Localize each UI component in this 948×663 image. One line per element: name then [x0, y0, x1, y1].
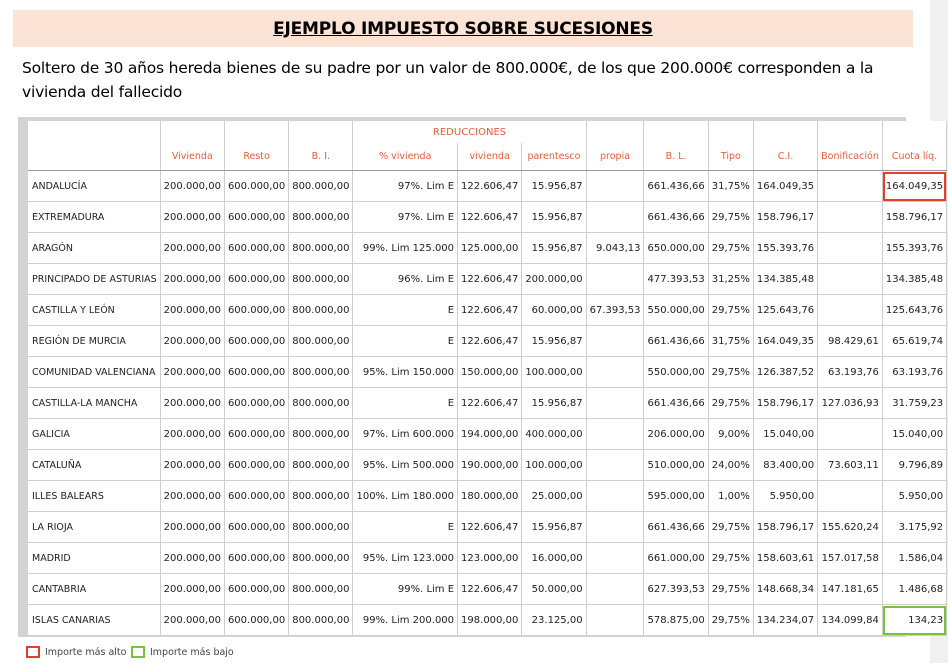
table-cell: 600.000,00 — [224, 605, 288, 636]
table-cell: 157.017,58 — [818, 543, 883, 574]
table-cell: E — [353, 388, 458, 419]
title-banner — [13, 10, 913, 47]
table-cell — [818, 202, 883, 233]
column-header-row — [28, 143, 947, 171]
table-cell: 127.036,93 — [818, 388, 883, 419]
table-cell: 650.000,00 — [644, 233, 708, 264]
table-cell: 200.000,00 — [160, 357, 224, 388]
table-cell: 122.606,47 — [458, 202, 522, 233]
region-name: CANTABRIA — [28, 574, 160, 605]
column-header: B. I. — [289, 143, 353, 171]
table-row — [28, 233, 947, 264]
table-cell: 147.181,65 — [818, 574, 883, 605]
table-cell: 155.393,76 — [753, 233, 817, 264]
table-cell: 200.000,00 — [160, 574, 224, 605]
table-cell: 800.000,00 — [289, 202, 353, 233]
legend-lowest-label: Importe más bajo — [150, 646, 234, 658]
table-cell: 200.000,00 — [160, 326, 224, 357]
table-cell: 134.385,48 — [882, 264, 946, 295]
column-header: Tipo — [708, 143, 753, 171]
table-cell: 800.000,00 — [289, 295, 353, 326]
column-header: Vivienda — [160, 143, 224, 171]
tax-table-panel — [18, 117, 944, 637]
table-cell: 96%. Lim E — [353, 264, 458, 295]
table-cell: 200.000,00 — [522, 264, 586, 295]
table-cell — [586, 574, 644, 605]
region-name: GALICIA — [28, 419, 160, 450]
table-cell — [818, 233, 883, 264]
table-cell: 122.606,47 — [458, 574, 522, 605]
table-row — [28, 512, 947, 543]
table-cell — [586, 264, 644, 295]
table-cell: 600.000,00 — [224, 574, 288, 605]
table-cell — [818, 264, 883, 295]
table-cell — [586, 357, 644, 388]
table-cell: 661.436,66 — [644, 512, 708, 543]
table-cell: 60.000,00 — [522, 295, 586, 326]
table-cell: 600.000,00 — [224, 171, 288, 202]
table-cell: 600.000,00 — [224, 419, 288, 450]
table-cell: 126.387,52 — [753, 357, 817, 388]
table-cell: 95%. Lim 500.000 — [353, 450, 458, 481]
column-header: vivienda — [458, 143, 522, 171]
table-cell: 627.393,53 — [644, 574, 708, 605]
region-name: CASTILLA-LA MANCHA — [28, 388, 160, 419]
table-cell: 800.000,00 — [289, 512, 353, 543]
legend-highest — [26, 646, 126, 658]
table-cell: 97%. Lim E — [353, 171, 458, 202]
table-cell — [586, 543, 644, 574]
region-name: COMUNIDAD VALENCIANA — [28, 357, 160, 388]
table-cell: 800.000,00 — [289, 481, 353, 512]
table-cell: 9,00% — [708, 419, 753, 450]
table-cell: 97%. Lim E — [353, 202, 458, 233]
region-name: ISLAS CANARIAS — [28, 605, 160, 636]
table-cell: 200.000,00 — [160, 512, 224, 543]
table-cell: 134.385,48 — [753, 264, 817, 295]
region-name: REGIÓN DE MURCIA — [28, 326, 160, 357]
description-text: Soltero de 30 años hereda bienes de su padre por un valor de 800.000€, de los que 200.000€ corresponden a la vivienda del fallecido — [22, 59, 874, 101]
table-cell: 800.000,00 — [289, 264, 353, 295]
table-cell: 63.193,76 — [818, 357, 883, 388]
region-name: LA RIOJA — [28, 512, 160, 543]
table-cell: 800.000,00 — [289, 605, 353, 636]
table-cell — [818, 171, 883, 202]
table-cell: 99%. Lim E — [353, 574, 458, 605]
table-cell: 134.099,84 — [818, 605, 883, 636]
table-cell: 510.000,00 — [644, 450, 708, 481]
table-cell — [586, 202, 644, 233]
table-cell: 29,75% — [708, 574, 753, 605]
table-cell: 15.956,87 — [522, 202, 586, 233]
table-cell: 31,25% — [708, 264, 753, 295]
table-cell: 63.193,76 — [882, 357, 946, 388]
table-cell — [586, 605, 644, 636]
table-cell: 5.950,00 — [882, 481, 946, 512]
table-cell: 100%. Lim 180.000 — [353, 481, 458, 512]
table-cell: 3.175,92 — [882, 512, 946, 543]
table-cell: 122.606,47 — [458, 326, 522, 357]
table-cell: 29,75% — [708, 233, 753, 264]
table-cell: 99%. Lim 200.000 — [353, 605, 458, 636]
region-name: ANDALUCÍA — [28, 171, 160, 202]
table-cell: 800.000,00 — [289, 543, 353, 574]
table-cell: 65.619,74 — [882, 326, 946, 357]
table-cell: 95%. Lim 123.000 — [353, 543, 458, 574]
table-cell: 158.796,17 — [882, 202, 946, 233]
table-row — [28, 357, 947, 388]
table-cell: 158.796,17 — [753, 512, 817, 543]
table-cell: 83.400,00 — [753, 450, 817, 481]
table-cell: 200.000,00 — [160, 543, 224, 574]
table-row — [28, 295, 947, 326]
table-cell: 29,75% — [708, 388, 753, 419]
table-cell: 200.000,00 — [160, 264, 224, 295]
table-cell: 50.000,00 — [522, 574, 586, 605]
table-row — [28, 264, 947, 295]
table-cell: 95%. Lim 150.000 — [353, 357, 458, 388]
table-cell: 200.000,00 — [160, 171, 224, 202]
table-row — [28, 388, 947, 419]
table-cell: 15.956,87 — [522, 171, 586, 202]
table-cell: 16.000,00 — [522, 543, 586, 574]
table-cell: 164.049,35 — [882, 171, 946, 202]
table-row — [28, 326, 947, 357]
table-cell: 800.000,00 — [289, 388, 353, 419]
table-row — [28, 419, 947, 450]
table-cell: 125.000,00 — [458, 233, 522, 264]
table-cell: E — [353, 295, 458, 326]
table-cell: 15.956,87 — [522, 233, 586, 264]
region-name: ILLES BALEARS — [28, 481, 160, 512]
table-row — [28, 574, 947, 605]
table-cell: 164.049,35 — [753, 326, 817, 357]
table-cell: 800.000,00 — [289, 326, 353, 357]
table-cell: 29,75% — [708, 357, 753, 388]
table-cell: 122.606,47 — [458, 388, 522, 419]
table-cell: 200.000,00 — [160, 388, 224, 419]
table-cell: 600.000,00 — [224, 450, 288, 481]
table-cell — [586, 512, 644, 543]
table-cell — [586, 450, 644, 481]
table-cell: 123.000,00 — [458, 543, 522, 574]
table-cell: 158.796,17 — [753, 388, 817, 419]
table-cell: 200.000,00 — [160, 233, 224, 264]
table-cell: 198.000,00 — [458, 605, 522, 636]
group-header-row — [28, 121, 947, 143]
table-cell: 5.950,00 — [753, 481, 817, 512]
table-cell: 600.000,00 — [224, 264, 288, 295]
table-cell: 31,75% — [708, 171, 753, 202]
lowest-marker-icon — [131, 646, 145, 658]
table-cell: 600.000,00 — [224, 202, 288, 233]
table-cell — [586, 419, 644, 450]
table-cell: 550.000,00 — [644, 295, 708, 326]
table-cell: 400.000,00 — [522, 419, 586, 450]
highest-marker-icon — [26, 646, 40, 658]
table-cell: 661.000,00 — [644, 543, 708, 574]
table-cell — [586, 481, 644, 512]
table-cell: 800.000,00 — [289, 357, 353, 388]
table-cell: 661.436,66 — [644, 171, 708, 202]
table-cell: 99%. Lim 125.000 — [353, 233, 458, 264]
table-cell: 150.000,00 — [458, 357, 522, 388]
table-cell: 600.000,00 — [224, 326, 288, 357]
table-cell: 97%. Lim 600.000 — [353, 419, 458, 450]
column-header: parentesco — [522, 143, 586, 171]
table-cell: 25.000,00 — [522, 481, 586, 512]
table-cell: 200.000,00 — [160, 419, 224, 450]
table-cell: 550.000,00 — [644, 357, 708, 388]
tax-table — [28, 121, 947, 636]
table-cell: 125.643,76 — [753, 295, 817, 326]
table-cell: 158.796,17 — [753, 202, 817, 233]
table-cell: 15.040,00 — [882, 419, 946, 450]
table-cell: 9.043,13 — [586, 233, 644, 264]
region-name: MADRID — [28, 543, 160, 574]
table-cell: 29,75% — [708, 512, 753, 543]
table-cell: 200.000,00 — [160, 450, 224, 481]
region-name: EXTREMADURA — [28, 202, 160, 233]
table-cell: 595.000,00 — [644, 481, 708, 512]
table-cell: 164.049,35 — [753, 171, 817, 202]
table-cell: 661.436,66 — [644, 388, 708, 419]
column-header: C.I. — [753, 143, 817, 171]
column-header: Cuota líq. — [882, 143, 946, 171]
table-cell: 148.668,34 — [753, 574, 817, 605]
table-cell: 800.000,00 — [289, 419, 353, 450]
region-name: PRINCIPADO DE ASTURIAS — [28, 264, 160, 295]
table-cell: 134.234,07 — [753, 605, 817, 636]
table-row — [28, 171, 947, 202]
column-header: Resto — [224, 143, 288, 171]
table-cell: 661.436,66 — [644, 326, 708, 357]
table-cell: 29,75% — [708, 605, 753, 636]
table-cell: 73.603,11 — [818, 450, 883, 481]
table-cell: 31.759,23 — [882, 388, 946, 419]
table-cell: 800.000,00 — [289, 233, 353, 264]
table-cell: 24,00% — [708, 450, 753, 481]
table-cell: E — [353, 326, 458, 357]
table-cell: 800.000,00 — [289, 450, 353, 481]
region-name: ARAGÓN — [28, 233, 160, 264]
table-cell: 180.000,00 — [458, 481, 522, 512]
table-cell: 200.000,00 — [160, 481, 224, 512]
table-cell: 800.000,00 — [289, 171, 353, 202]
table-cell: 600.000,00 — [224, 388, 288, 419]
table-cell: 15.956,87 — [522, 388, 586, 419]
table-cell: 206.000,00 — [644, 419, 708, 450]
table-cell: 578.875,00 — [644, 605, 708, 636]
table-cell — [586, 326, 644, 357]
table-cell — [818, 481, 883, 512]
column-header: % vivienda — [353, 143, 458, 171]
table-cell: 1.486,68 — [882, 574, 946, 605]
region-name: CASTILLA Y LEÓN — [28, 295, 160, 326]
column-header: propia — [586, 143, 644, 171]
table-cell: 9.796,89 — [882, 450, 946, 481]
table-cell: 600.000,00 — [224, 233, 288, 264]
table-cell: 122.606,47 — [458, 512, 522, 543]
table-cell: 122.606,47 — [458, 295, 522, 326]
table-cell: 29,75% — [708, 202, 753, 233]
table-cell: 600.000,00 — [224, 543, 288, 574]
table-cell: 600.000,00 — [224, 481, 288, 512]
page-title: EJEMPLO IMPUESTO SOBRE SUCESIONES — [273, 18, 653, 39]
table-cell: 200.000,00 — [160, 202, 224, 233]
table-cell: 200.000,00 — [160, 605, 224, 636]
table-cell: 15.040,00 — [753, 419, 817, 450]
table-cell: 800.000,00 — [289, 574, 353, 605]
table-cell: 1.586,04 — [882, 543, 946, 574]
table-cell: 134,23 — [882, 605, 946, 636]
table-cell: 661.436,66 — [644, 202, 708, 233]
table-cell: 190.000,00 — [458, 450, 522, 481]
table-cell: 100.000,00 — [522, 357, 586, 388]
table-cell: 67.393,53 — [586, 295, 644, 326]
table-cell — [818, 419, 883, 450]
table-cell — [586, 388, 644, 419]
table-row — [28, 481, 947, 512]
table-cell: E — [353, 512, 458, 543]
legend-highest-label: Importe más alto — [45, 646, 127, 658]
table-cell: 200.000,00 — [160, 295, 224, 326]
table-cell: 15.956,87 — [522, 512, 586, 543]
table-cell: 125.643,76 — [882, 295, 946, 326]
table-cell: 122.606,47 — [458, 264, 522, 295]
table-cell: 29,75% — [708, 295, 753, 326]
table-cell: 600.000,00 — [224, 295, 288, 326]
table-cell: 600.000,00 — [224, 512, 288, 543]
legend-lowest — [131, 646, 234, 658]
table-cell: 29,75% — [708, 543, 753, 574]
table-cell: 122.606,47 — [458, 171, 522, 202]
region-name: CATALUÑA — [28, 450, 160, 481]
table-row — [28, 202, 947, 233]
reducciones-header: REDUCCIONES — [353, 121, 586, 143]
table-cell: 100.000,00 — [522, 450, 586, 481]
table-cell: 98.429,61 — [818, 326, 883, 357]
table-row — [28, 450, 947, 481]
table-cell: 31,75% — [708, 326, 753, 357]
table-cell — [586, 171, 644, 202]
table-cell: 477.393,53 — [644, 264, 708, 295]
table-cell: 194.000,00 — [458, 419, 522, 450]
table-cell: 600.000,00 — [224, 357, 288, 388]
table-cell: 155.393,76 — [882, 233, 946, 264]
column-header: B. L. — [644, 143, 708, 171]
table-cell: 158.603,61 — [753, 543, 817, 574]
table-cell: 23.125,00 — [522, 605, 586, 636]
table-cell — [818, 295, 883, 326]
table-cell: 15.956,87 — [522, 326, 586, 357]
table-cell: 1,00% — [708, 481, 753, 512]
table-cell: 155.620,24 — [818, 512, 883, 543]
table-row — [28, 543, 947, 574]
column-header: Bonificación — [818, 143, 883, 171]
table-row — [28, 605, 947, 636]
